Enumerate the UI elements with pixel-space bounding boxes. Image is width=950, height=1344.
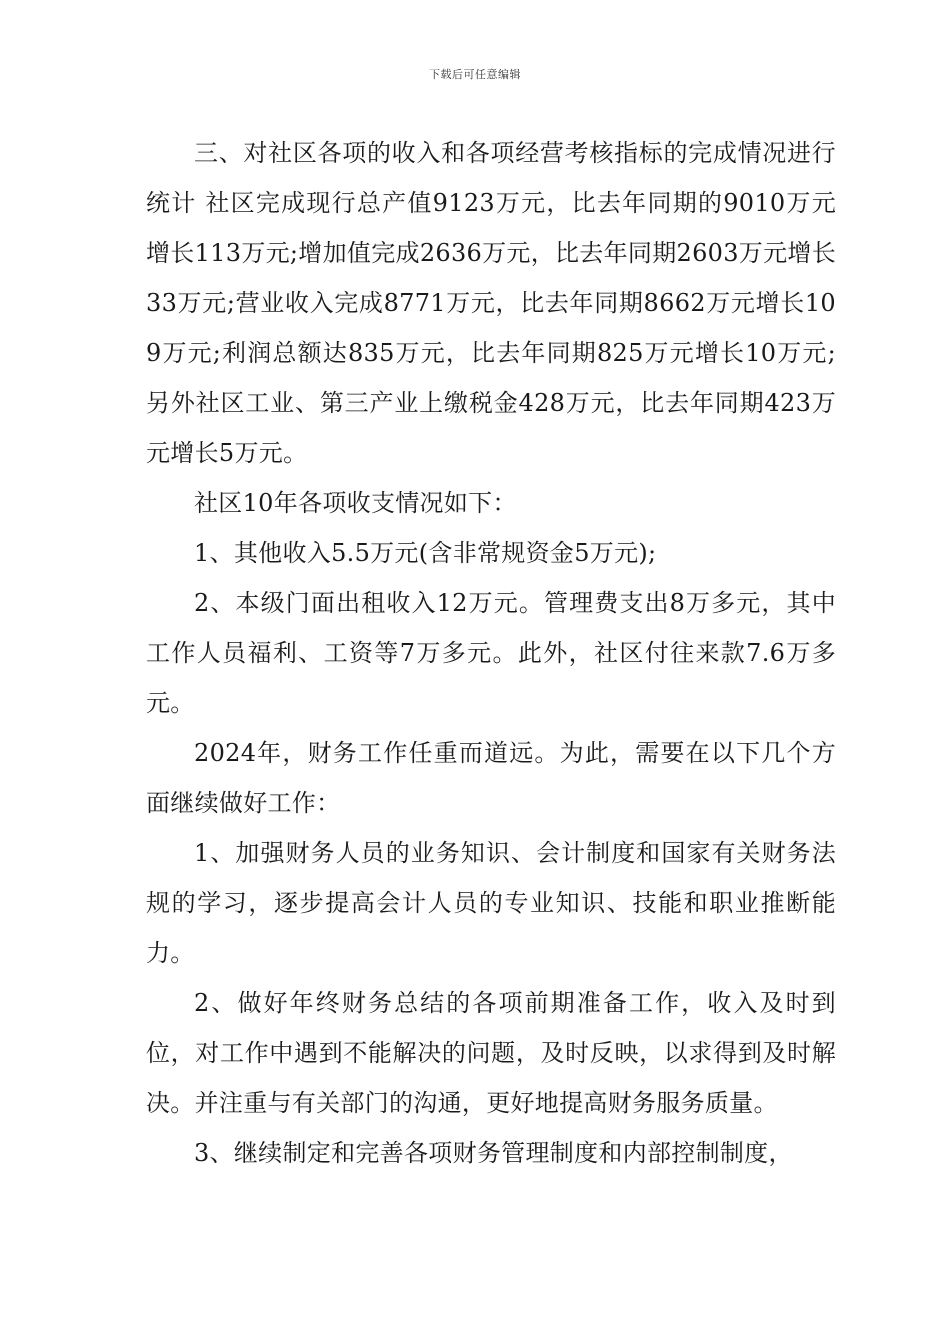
- paragraph-plan-item-3: 3、继续制定和完善各项财务管理制度和内部控制制度，: [194, 1139, 793, 1167]
- paragraph-rental-income: 2、本级门面出租收入12万元。管理费支出8万多元，其中工作人员福利、工资等7万多元。此外，社区付往来款7.6万多元。: [146, 589, 836, 717]
- paragraph-income-intro: 社区10年各项收支情况如下：: [194, 489, 517, 517]
- paragraph-2024-plan: 2024年，财务工作任重而道远。为此，需要在以下几个方面继续做好工作：: [146, 739, 836, 817]
- paragraph-plan-item-1: 1、加强财务人员的业务知识、会计制度和国家有关财务法规的学习，逐步提高会计人员的专业知识、技能和职业推断能力。: [146, 839, 836, 967]
- paragraph-other-income: 1、其他收入5.5万元(含非常规资金5万元);: [194, 539, 657, 567]
- document-body: [146, 128, 836, 1178]
- paragraph-plan-item-2: 2、做好年终财务总结的各项前期准备工作，收入及时到位，对工作中遇到不能解决的问题，及时反映，以求得到及时解决。并注重与有关部门的沟通，更好地提高财务服务质量。: [146, 989, 836, 1117]
- paragraph-statistics: 三、对社区各项的收入和各项经营考核指标的完成情况进行统计 社区完成现行总产值9123万元，比去年同期的9010万元增长113万元;增加值完成2636万元，比去年同期2603万元增长33万元;营业收入完成8771万元，比去年同期8662万元增长109万元;利润总额达835万元，比去年同期825万元增长10万元;另外社区工业、第三产业上缴税金428万元，比去年同期423万元增长5万元。: [146, 139, 836, 467]
- page-header-note: 下载后可任意编辑: [429, 68, 521, 81]
